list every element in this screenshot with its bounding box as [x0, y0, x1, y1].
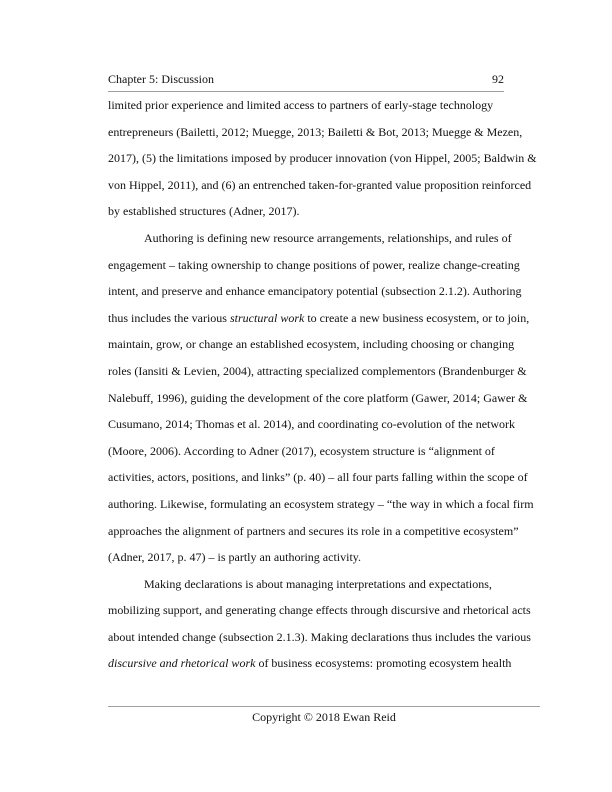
text-line: Nalebuff, 1996), guiding the development of the core platform (Gawer, 2014; Gawer &: [108, 390, 528, 405]
text-line: von Hippel, 2011), and (6) an entrenched taken-for-granted value proposition reinforced: [108, 177, 532, 192]
text-run: to create a new business ecosystem, or to join,: [304, 310, 530, 325]
text-run: thus includes the various: [108, 310, 230, 325]
italic-term-discursive-work: discursive and rhetorical work: [108, 656, 256, 671]
text-line: approaches the alignment of partners and secures its role in a competitive ecosystem”: [108, 523, 519, 538]
footer-divider: [108, 706, 540, 707]
text-line: [108, 308, 530, 335]
chapter-title: Chapter 5: Discussion: [108, 72, 214, 86]
copyright-footer: Copyright © 2018 Ewan Reid: [252, 710, 396, 724]
text-line: intent, and preserve and enhance emancipatory potential (subsection 2.1.2). Authoring: [108, 284, 522, 299]
text-line: roles (Iansiti & Levien, 2004), attracting specialized complementors (Brandenburger &: [108, 363, 527, 378]
text-line: authoring. Likewise, formulating an ecosystem strategy – “the way in which a focal firm: [108, 496, 534, 511]
page-number: 92: [492, 72, 504, 86]
text-line: engagement – taking ownership to change positions of power, realize change-creating: [108, 257, 520, 272]
italic-term-structural-work: structural work: [229, 310, 305, 325]
text-line: [108, 653, 512, 680]
text-line: maintain, grow, or change an established ecosystem, including choosing or changing: [108, 337, 515, 352]
text-line: about intended change (subsection 2.1.3). Making declarations thus includes the various: [108, 629, 531, 644]
text-line: entrepreneurs (Bailetti, 2012; Muegge, 2013; Bailetti & Bot, 2013; Muegge & Mezen,: [108, 124, 523, 139]
text-line: mobilizing support, and generating change effects through discursive and rhetorical acts: [108, 603, 531, 618]
text-line: activities, actors, positions, and links” (p. 40) – all four parts falling within the scope of: [108, 470, 528, 485]
paragraph-start-declarations: Making declarations is about managing interpretations and expectations,: [144, 576, 492, 591]
running-header: [108, 70, 504, 88]
text-line: by established structures (Adner, 2017).: [108, 204, 300, 219]
text-line: limited prior experience and limited access to partners of early-stage technology: [108, 98, 494, 112]
header-divider: [108, 91, 504, 92]
text-line: (Adner, 2017, p. 47) – is partly an authoring activity.: [108, 550, 362, 565]
text-line: 2017), (5) the limitations imposed by producer innovation (von Hippel, 2005; Baldwin &: [108, 151, 537, 166]
text-run: of business ecosystems: promoting ecosystem health: [255, 656, 512, 671]
paragraph-start-authoring: Authoring is defining new resource arrangements, relationships, and rules of: [144, 230, 512, 245]
text-line: (Moore, 2006). According to Adner (2017), ecosystem structure is “alignment of: [108, 443, 495, 458]
text-line: Cusumano, 2014; Thomas et al. 2014), and coordinating co-evolution of the network: [108, 417, 516, 432]
body-text: [108, 95, 537, 680]
